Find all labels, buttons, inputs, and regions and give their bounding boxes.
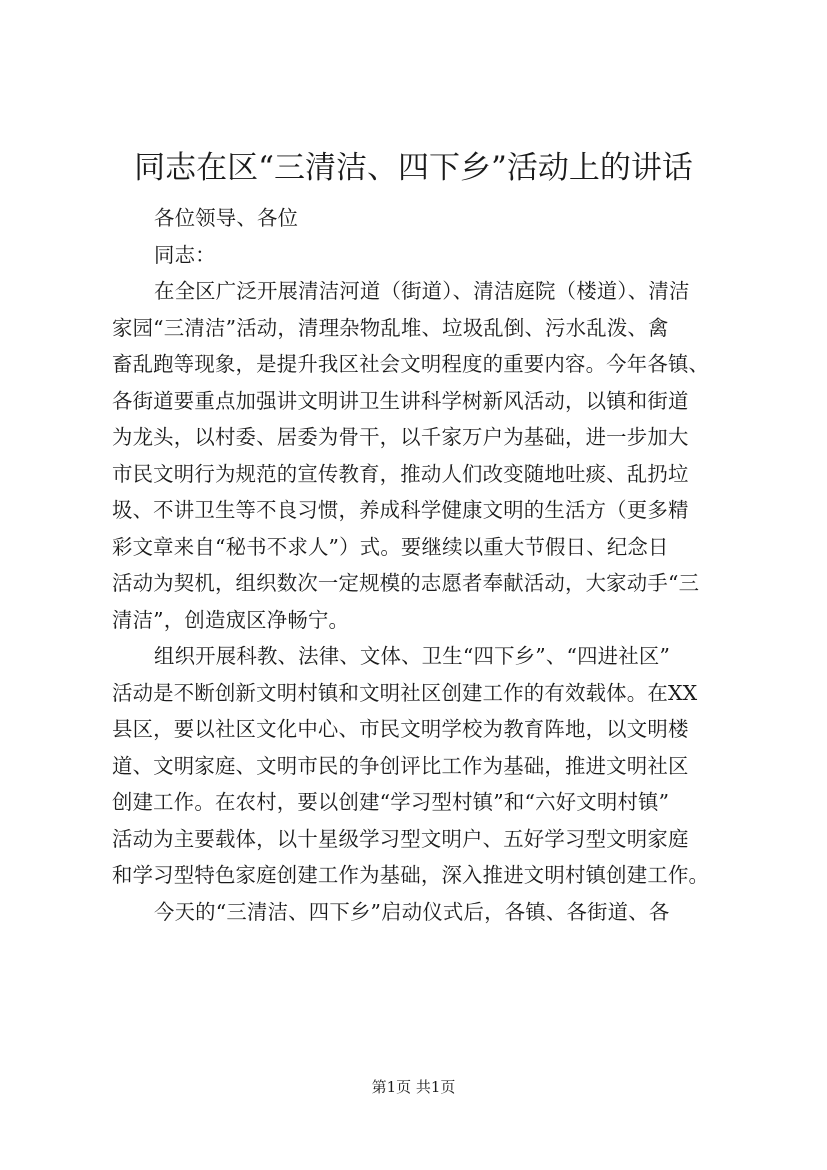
paragraph-1 [112, 273, 737, 638]
paragraph-2 [112, 638, 737, 894]
paragraph-line: 县区，要以社区文化中心、市民文明学校为教育阵地，以文明楼 [112, 717, 689, 741]
paragraph-line: 家园“三清洁”活动，清理杂物乱堆、垃圾乱倒、污水乱泼、禽 [112, 315, 669, 340]
document-title: 同志在区“三清洁、四下乡”活动上的讲话 [134, 150, 693, 186]
paragraph-3 [112, 894, 737, 931]
document-body [112, 200, 737, 930]
paragraph-line: 创建工作。在农村，要以创建“学习型村镇”和“六好文明村镇” [112, 790, 670, 814]
paragraph-line: 圾、不讲卫生等不良习惯，养成科学健康文明的生活方（更多精 [112, 498, 689, 522]
paragraph-line: 清洁”，创造宬区净畅宁。 [112, 607, 350, 632]
paragraph-line: 和学习型特色家庭创建工作为基础，深入推进文明村镇创建工作。 [112, 863, 710, 887]
paragraph-line: 在全区广泛开展清洁河道（街道）、清洁庭院（楼道）、清洁 [154, 279, 690, 303]
paragraph-line: 为龙头，以村委、居委为骨干，以千家万户为基础，进一步加大 [112, 425, 689, 449]
paragraph-line: 活动为主要载体，以十星级学习型文明户、五好学习型文明家庭 [112, 826, 689, 851]
paragraph-line: 彩文章来自“秘书不求人”）式。要继续以重大节假日、纪念日 [112, 534, 669, 559]
paragraph-line: 道、文明家庭、文明市民的争创评比工作为基础，推进文明社区 [112, 753, 689, 778]
paragraph-line: 活动是不断创新文明村镇和文明社区创建工作的有效载体。在XX [112, 680, 698, 705]
paragraph-line: 市民文明行为规范的宣传教育，推动人们改变随地吐痰、乱扔垃 [112, 461, 689, 486]
salutation-line: 同志： [154, 242, 216, 267]
paragraph-line: 畜乱跑等现象，是提升我区社会文明程度的重要内容。今年各镇、 [112, 352, 710, 376]
paragraph-line: 各街道要重点加强讲文明讲卫生讲科学树新风活动，以镇和街道 [112, 388, 689, 413]
paragraph-line: 今天的“三清洁、四下乡”启动仪式后，各镇、各街道、各 [154, 899, 670, 924]
salutation-line: 各位领导、各位 [154, 206, 299, 230]
page-number-footer: 第1页 共1页 [371, 1078, 456, 1096]
paragraph-line: 活动为契机，组织数次一定规模的志愿者奉献活动，大家动手“三 [112, 571, 700, 595]
paragraph-line: 组织开展科教、法律、文体、卫生“四下乡”、“四进社区” [154, 644, 671, 668]
